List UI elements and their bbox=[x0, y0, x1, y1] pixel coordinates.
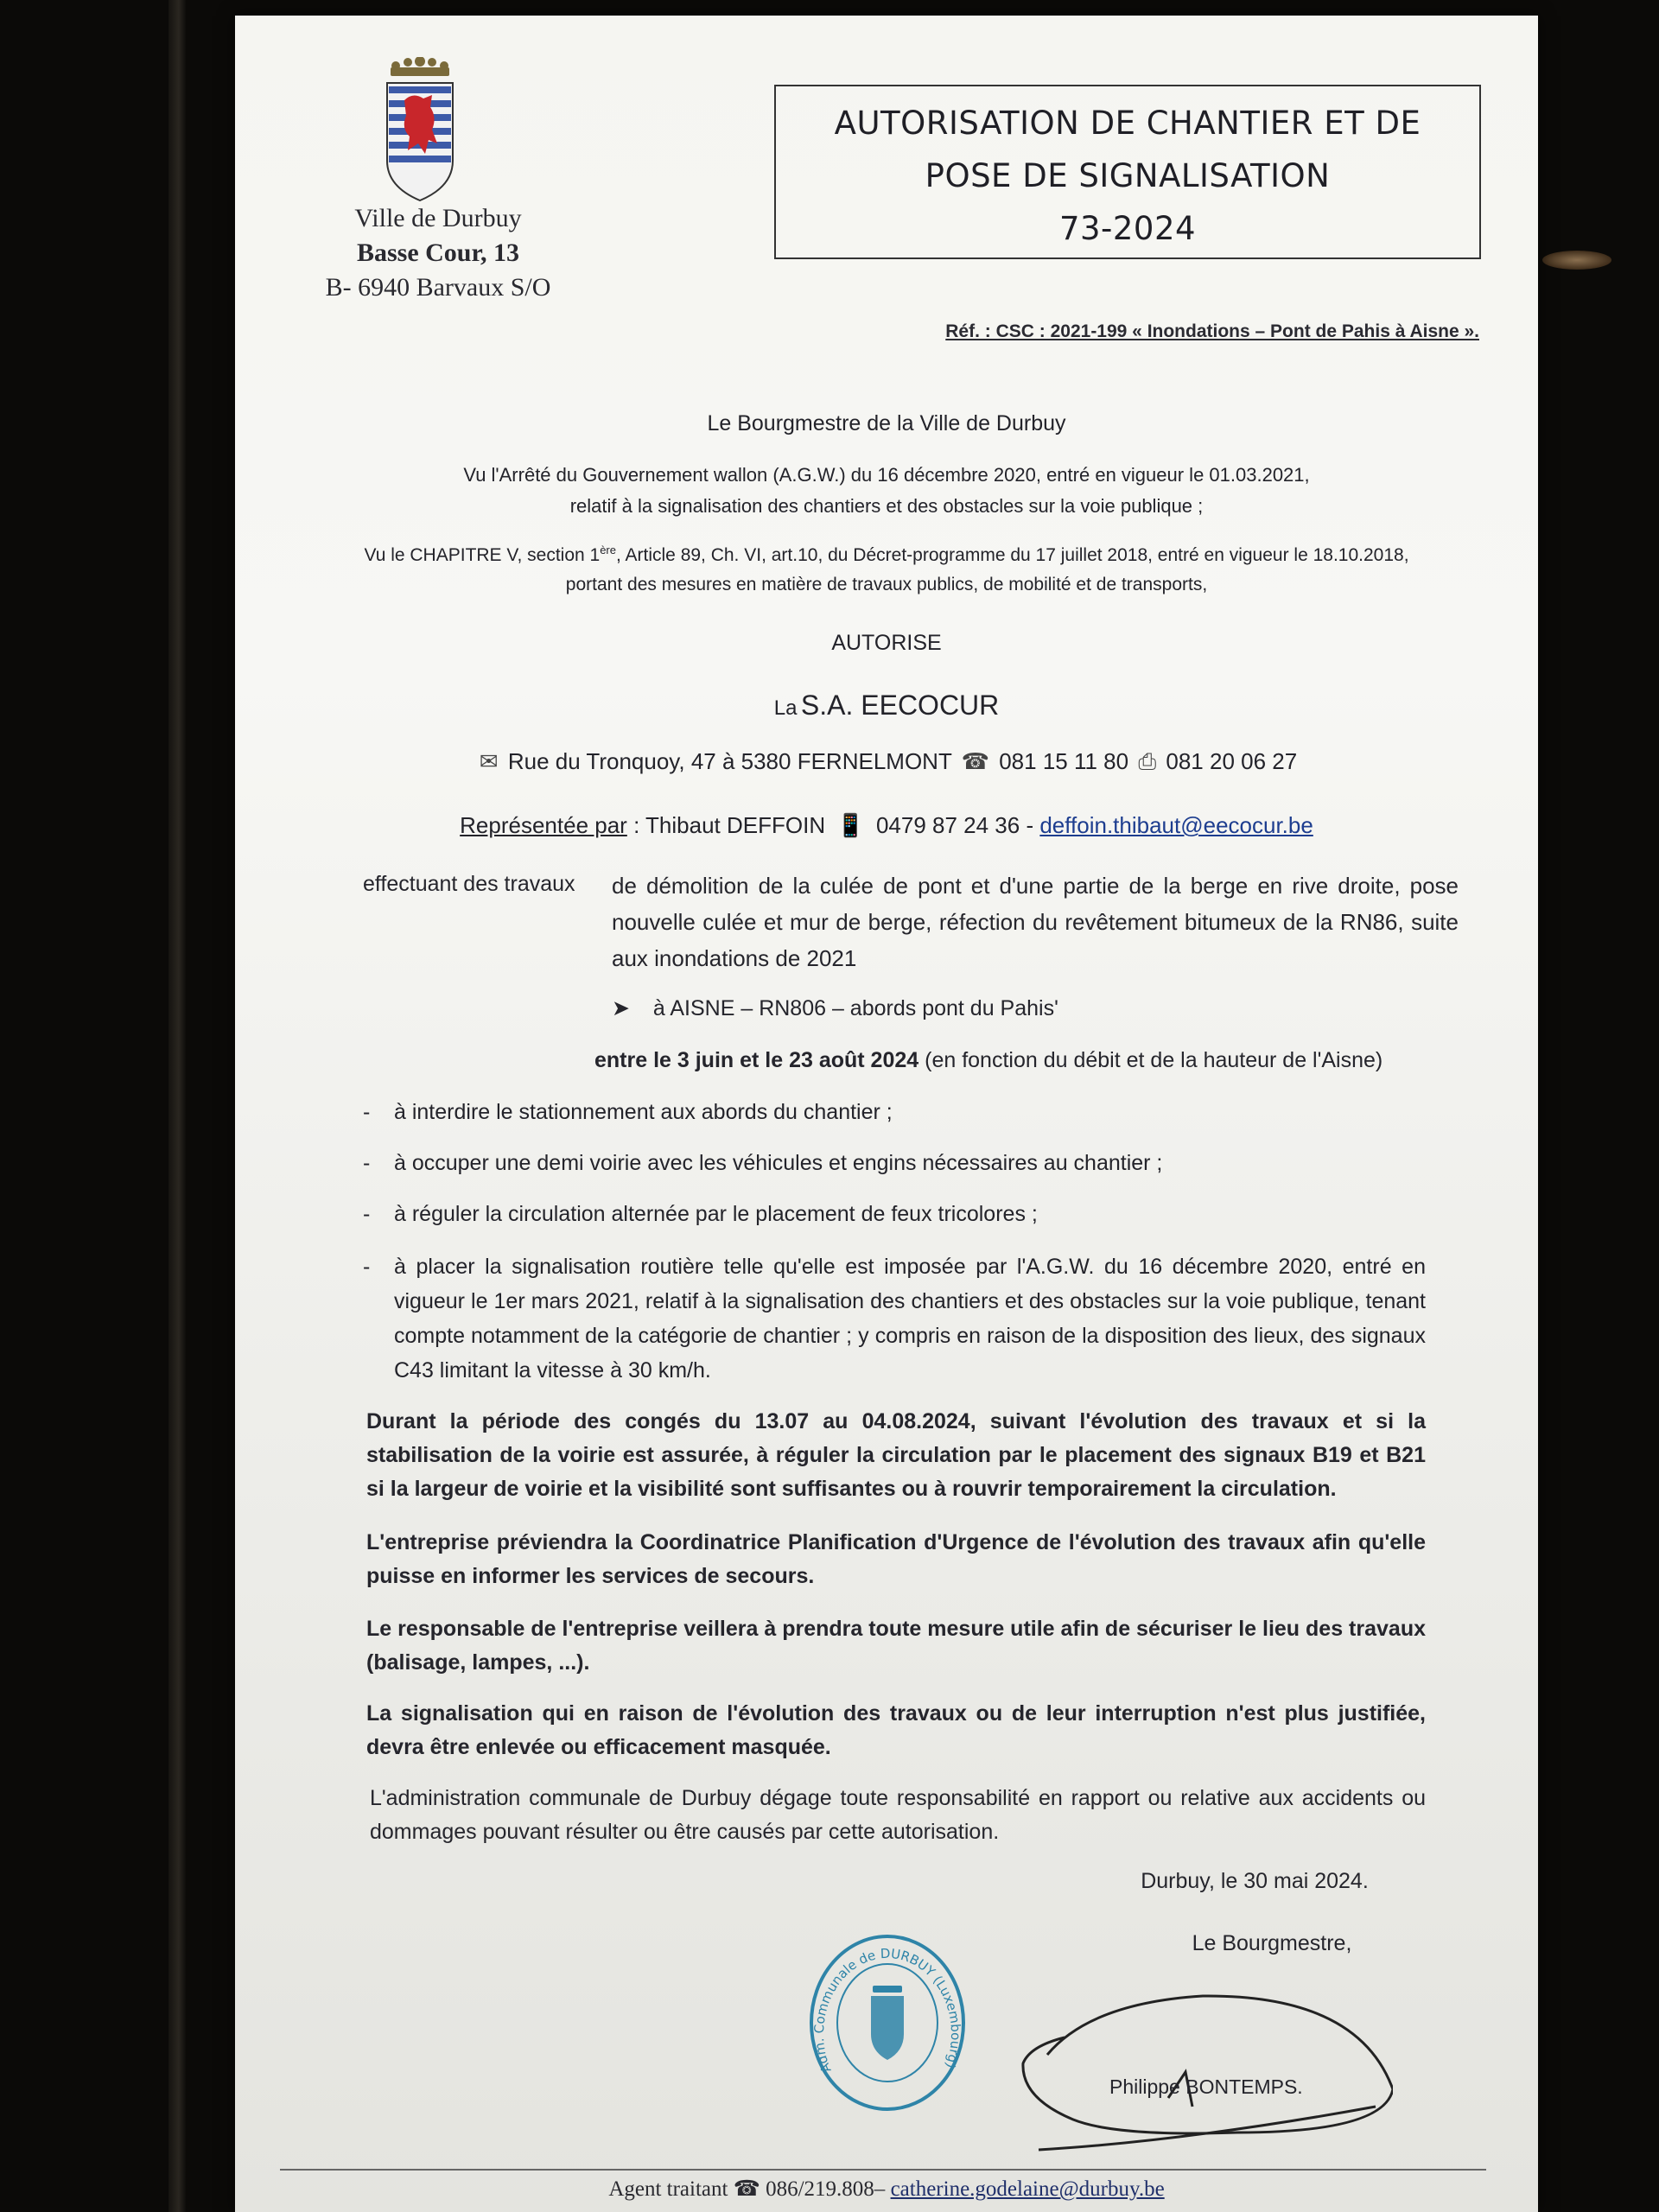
representative-line: Représentée par : Thibaut DEFFOIN 📱 0479 87 24 36 - deffoin.thibaut@eecocur.be bbox=[460, 812, 1313, 838]
liability-paragraph: L'administration communale de Durbuy dégage toute responsabilité en rapport ou relative aux accidents ou dommages pouvant résulter ou être causés par cette autorisation. bbox=[370, 1786, 1426, 1844]
works-description: de démolition de la culée de pont et d'une partie de la berge en rive droite, pose nouvelle culée et mur de berge, réfection du revêtement bitumeux de la RN86, suite aux inondations de 2021 bbox=[612, 873, 1459, 971]
title-line-3: 73-2024 bbox=[1058, 210, 1197, 247]
measure-text: à occuper une demi voirie avec les véhicules et engins nécessaires au chantier ; bbox=[394, 1151, 1163, 1175]
signatory-role: Le Bourgmestre, bbox=[1192, 1931, 1352, 1955]
works-period bbox=[594, 1044, 1459, 1077]
measure-item: - à interdire le stationnement aux abords du chantier ; bbox=[363, 1096, 1426, 1128]
company-name: S.A. EECOCUR bbox=[800, 690, 1000, 721]
footer-divider bbox=[280, 2169, 1486, 2171]
measure-item: - à réguler la circulation alternée par le placement de feux tricolores ; bbox=[363, 1198, 1426, 1230]
legal-basis-2-line-2: portant des mesures en matière de travaux publics, de mobilité et de transports, bbox=[565, 575, 1208, 594]
notice-sheet bbox=[235, 16, 1538, 2212]
footer bbox=[235, 2176, 1538, 2202]
signatory-name: Philippe BONTEMPS. bbox=[1109, 2075, 1303, 2098]
legal-basis-1-line-1: Vu l'Arrêté du Gouvernement wallon (A.G.W.) du 16 décembre 2020, entré en vigueur le 01.03.2021, bbox=[463, 464, 1310, 486]
company-contact-line bbox=[235, 748, 1538, 776]
works-location-text: à AISNE – RN806 – abords pont du Pahis' bbox=[652, 996, 1058, 1020]
title-line-1: AUTORISATION DE CHANTIER ET DE bbox=[834, 105, 1421, 142]
postal-address: B- 6940 Barvaux S/O bbox=[325, 273, 551, 302]
municipal-stamp bbox=[805, 1932, 969, 2113]
representative-email-link[interactable]: deffoin.thibaut@eecocur.be bbox=[1039, 812, 1313, 838]
measure-text: à placer la signalisation routière telle qu'elle est imposée par l'A.G.W. du 16 décembre 2020, entré en vigueur le 1er mars 2021, relatif à la signalisation des chantiers et des obstacles sur la voie publique, tenant compte notamment de la catégorie de chantier ; y compris en raison de la disposition des lieux, des signaux C43 limitant la vitesse à 30 km/h. bbox=[394, 1255, 1426, 1382]
document-title-box bbox=[774, 85, 1481, 259]
company-address: Rue du Tronquoy, 47 à 5380 FERNELMONT bbox=[507, 748, 952, 774]
place-date: Durbuy, le 30 mai 2024. bbox=[1141, 1869, 1369, 1893]
works-period-note: (en fonction du débit et de la hauteur de l'Aisne) bbox=[918, 1048, 1383, 1072]
reference-line: Réf. : CSC : 2021-199 « Inondations – Pont de Pahis à Aisne ». bbox=[945, 321, 1479, 341]
address-icon: ✉ bbox=[479, 748, 499, 774]
measure-text: à réguler la circulation alternée par le placement de feux tricolores ; bbox=[394, 1202, 1038, 1226]
authority-heading: Le Bourgmestre de la Ville de Durbuy bbox=[707, 411, 1066, 435]
mobile-phone-icon: 📱 bbox=[836, 812, 865, 838]
represented-name: : Thibaut DEFFOIN bbox=[626, 812, 826, 838]
signage-removal-paragraph: La signalisation qui en raison de l'évolution des travaux ou de leur interruption n'est plus justifiée, devra être enlevée ou efficacement masquée. bbox=[366, 1701, 1426, 1759]
legal-basis-1-line-2: relatif à la signalisation des chantiers et des obstacles sur la voie publique ; bbox=[569, 495, 1204, 517]
agent-label: Agent traitant bbox=[608, 2177, 728, 2201]
fax-icon: ⎙ bbox=[1138, 748, 1157, 774]
measure-item: - à placer la signalisation routière telle qu'elle est imposée par l'A.G.W. du 16 décembre 2020, entré en vigueur le 1er mars 2021, relatif à la signalisation des chantiers et des obstacles sur la voie publique, tenant compte notamment de la catégorie de chantier ; y compris en raison de la disposition des lieux, des signaux C43 limitant la vitesse à 30 km/h. bbox=[363, 1249, 1426, 1388]
street-address: Basse Cour, 13 bbox=[356, 238, 520, 267]
works-location bbox=[612, 992, 1441, 1025]
mobile-number: 0479 87 24 36 bbox=[875, 812, 1020, 838]
safety-paragraph: Le responsable de l'entreprise veillera à prendra toute mesure utile afin de sécuriser le lieu des travaux (balisage, lampes, ...). bbox=[366, 1617, 1426, 1675]
legal-basis-2-part-2: , Article 89, Ch. VI, art.10, du Décret-programme du 17 juillet 2018, entré en vigueur le 18.10.2018, bbox=[616, 545, 1409, 565]
company-phone: 081 15 11 80 bbox=[999, 748, 1129, 774]
phone-icon: ☎ bbox=[961, 748, 989, 774]
company-prefix: La bbox=[773, 696, 798, 720]
measure-text: à interdire le stationnement aux abords du chantier ; bbox=[394, 1100, 893, 1124]
city-name: Ville de Durbuy bbox=[354, 204, 522, 232]
works-period-dates: entre le 3 juin et le 23 août 2024 bbox=[594, 1048, 919, 1072]
autorise-heading: AUTORISE bbox=[831, 631, 942, 655]
stamp-text: Adm. Communale de DURBUY (Luxembourg) bbox=[810, 1945, 964, 2075]
represented-label: Représentée par bbox=[460, 812, 627, 838]
title-line-2: POSE DE SIGNALISATION bbox=[925, 157, 1331, 194]
agent-email-link[interactable]: catherine.godelaine@durbuy.be bbox=[890, 2177, 1165, 2201]
emergency-coordinator-paragraph: L'entreprise préviendra la Coordinatrice Planification d'Urgence de l'évolution des travaux afin qu'elle puisse en informer les services de secours. bbox=[366, 1530, 1426, 1588]
legal-basis-1 bbox=[235, 460, 1538, 522]
legal-basis-2 bbox=[235, 536, 1538, 600]
holiday-period-paragraph: Durant la période des congés du 13.07 au 04.08.2024, suivant l'évolution des travaux et si la stabilisation de la voirie est assurée, à réguler la circulation par le placement des signaux B19 et B21 si la largeur de voirie et la visibilité sont suffisantes ou à rouvrir temporairement la circulation. bbox=[366, 1409, 1426, 1501]
municipality-address bbox=[287, 201, 589, 305]
arrow-bullet-icon: ➤ bbox=[612, 996, 630, 1020]
display-case-frame bbox=[168, 0, 186, 2212]
durbuy-crest-icon bbox=[384, 57, 456, 204]
works-label: effectuant des travaux bbox=[363, 872, 575, 896]
company-fax: 081 20 06 27 bbox=[1166, 748, 1298, 774]
agent-phone-icon: ☎ bbox=[733, 2177, 760, 2201]
legal-basis-2-part-1: Vu le CHAPITRE V, section 1 bbox=[364, 545, 601, 565]
legal-basis-2-sup: ère bbox=[600, 543, 616, 556]
light-reflection bbox=[1542, 251, 1611, 270]
company-name-line bbox=[235, 690, 1538, 721]
agent-phone: 086/219.808– bbox=[766, 2177, 886, 2201]
signature-scribble bbox=[1013, 1968, 1393, 2158]
measure-item: - à occuper une demi voirie avec les véhicules et engins nécessaires au chantier ; bbox=[363, 1147, 1426, 1179]
